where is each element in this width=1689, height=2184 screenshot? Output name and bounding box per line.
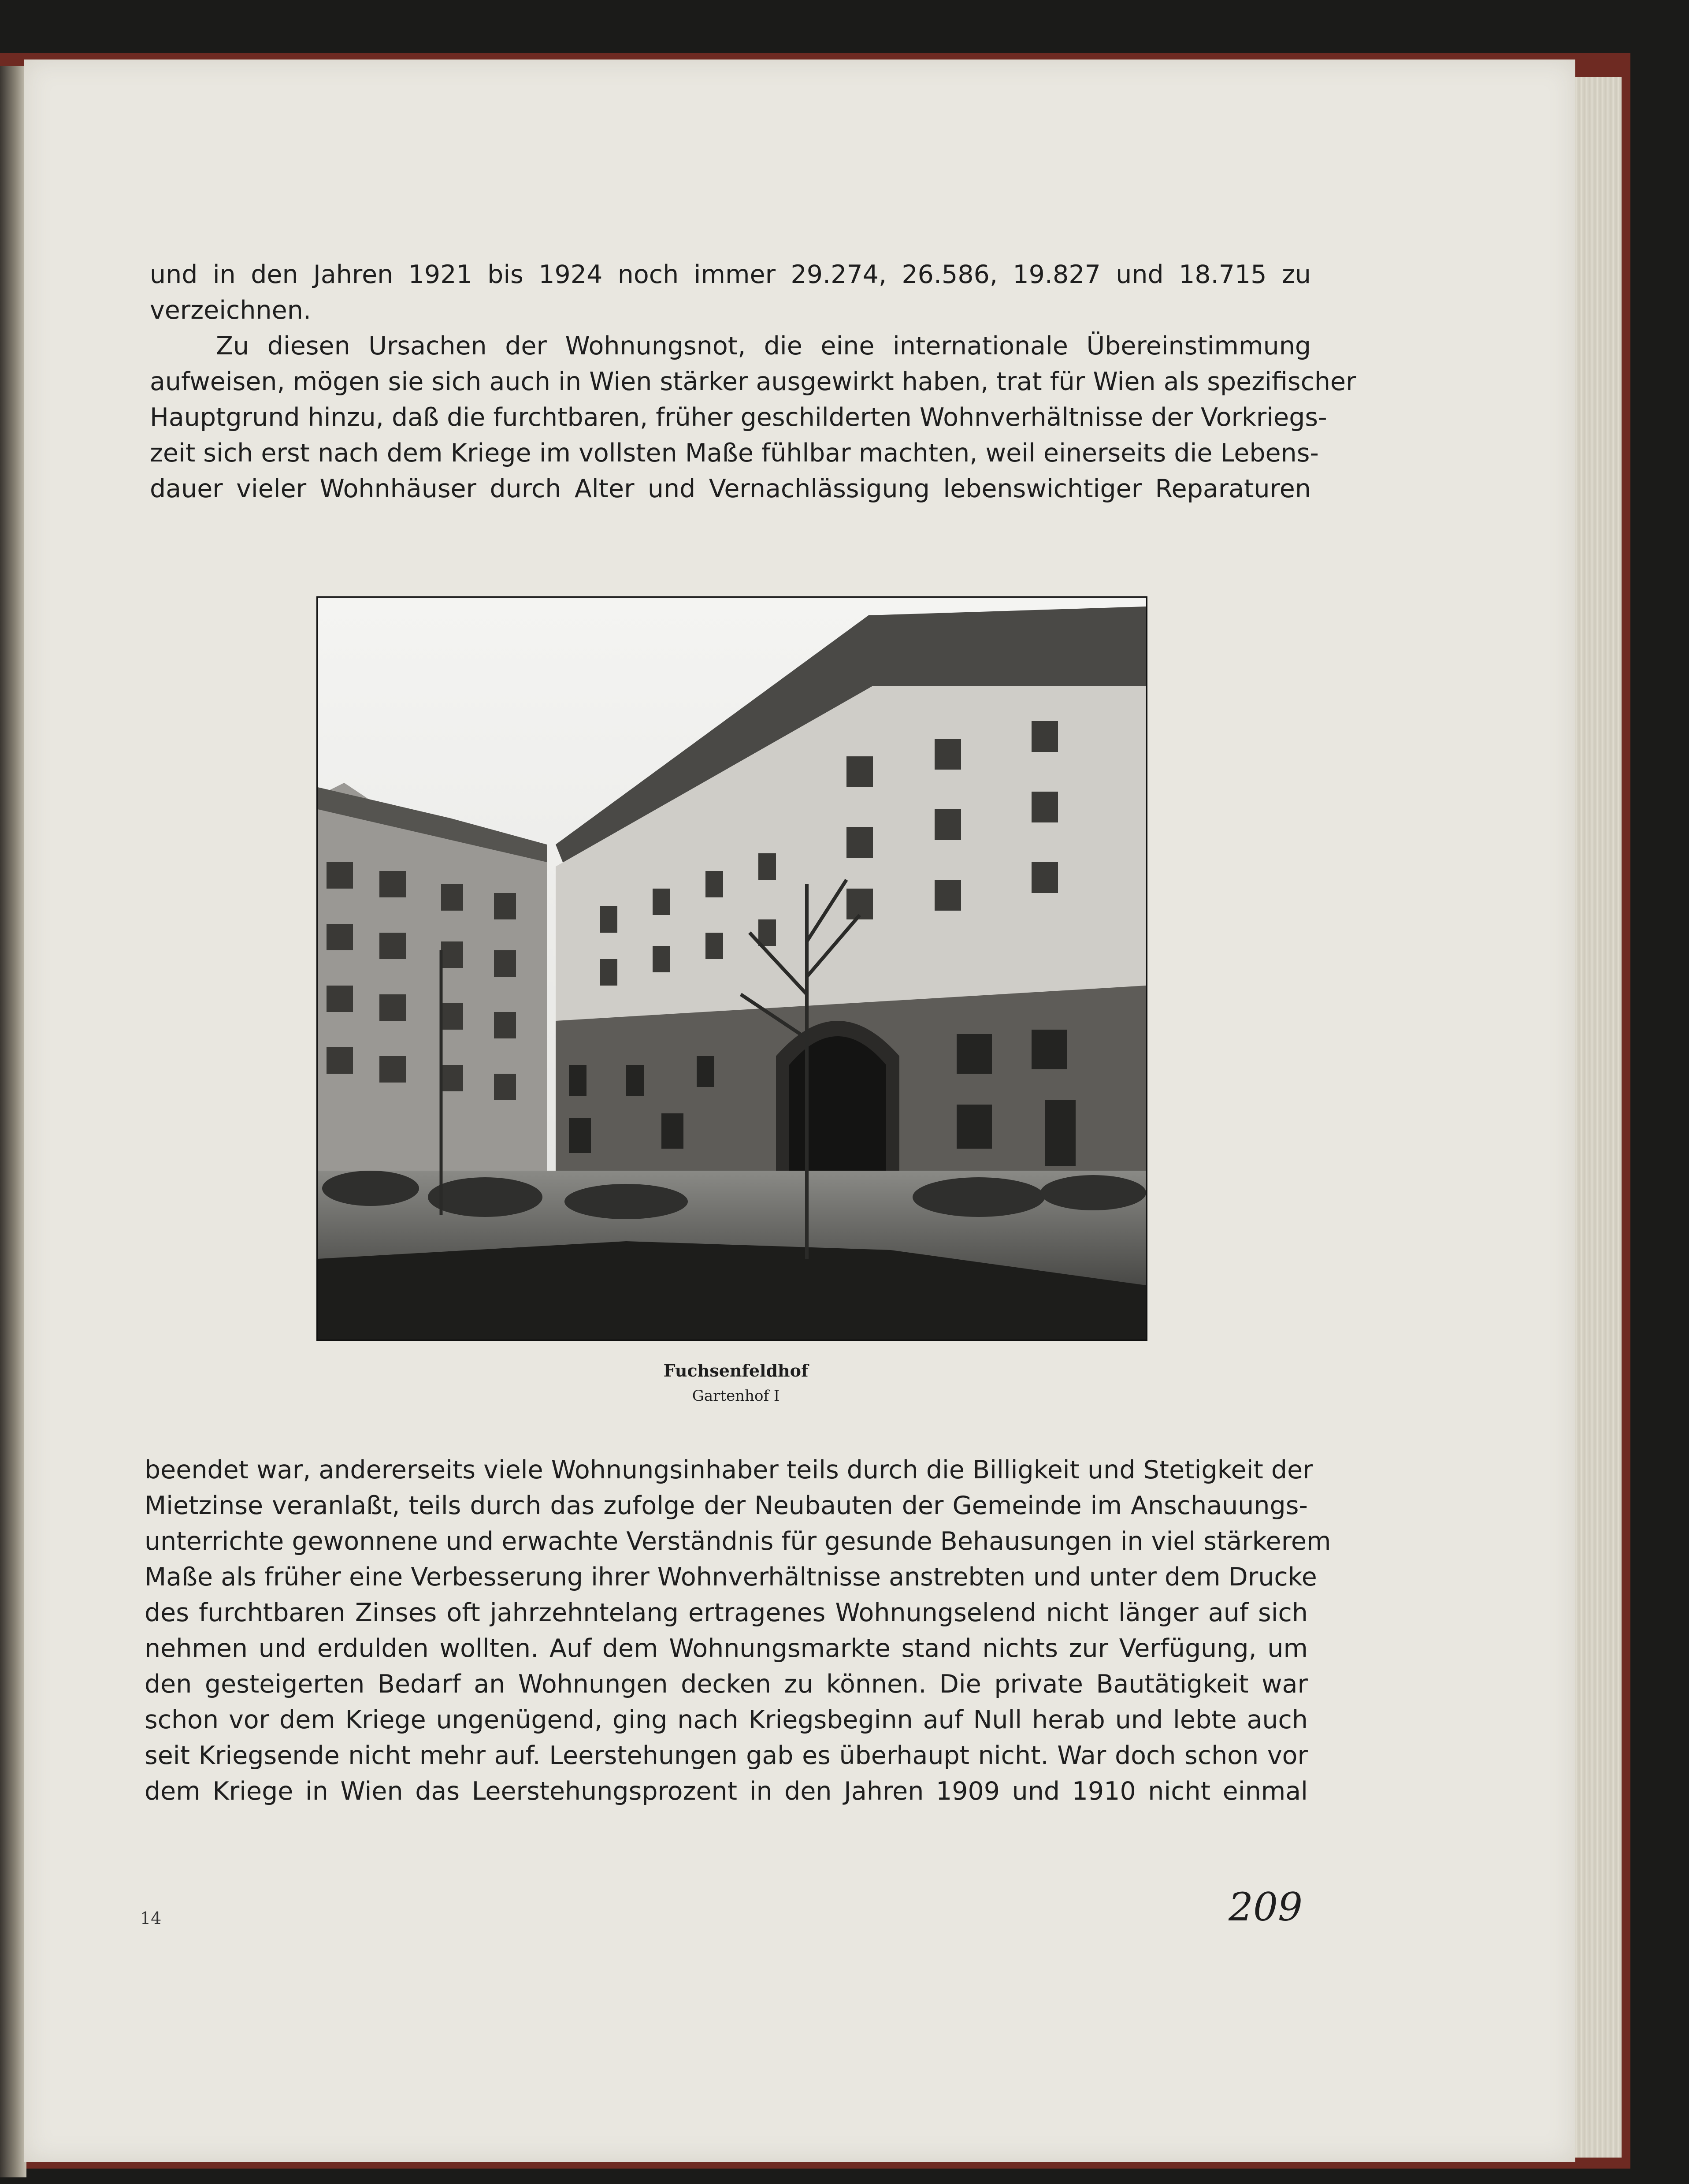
signature-mark: 14 — [140, 1909, 162, 1928]
text-line: schon vor dem Kriege ungenügend, ging nach Kriegsbeginn auf Null herab und lebte auch — [145, 1705, 1308, 1734]
figure-caption-title: Fuchsenfeldhof — [663, 1361, 809, 1380]
paragraph-2 — [150, 328, 1356, 507]
text-line: beendet war, andererseits viele Wohnungsinhaber teils durch die Billigkeit und Stetigkeit der — [145, 1455, 1313, 1485]
text-line: den gesteigerten Bedarf an Wohnungen decken zu können. Die private Bautätigkeit war — [145, 1670, 1308, 1699]
paragraph-1 — [150, 257, 1311, 328]
text-line: Mietzinse veranlaßt, teils durch das zufolge der Neubauten der Gemeinde im Anschauungs- — [145, 1491, 1308, 1520]
photo-illustration — [318, 598, 1146, 1339]
text-line: dauer vieler Wohnhäuser durch Alter und Vernachlässigung lebenswichtiger Reparaturen — [150, 474, 1311, 503]
text-line: Maße als früher eine Verbesserung ihrer Wohnverhältnisse anstrebten und unter dem Drucke — [145, 1563, 1317, 1592]
page-number: 209 — [1229, 1884, 1303, 1930]
text-line: verzeichnen. — [150, 296, 311, 325]
text-line: zeit sich erst nach dem Kriege im vollsten Maße fühlbar machten, weil einerseits die Lebens- — [150, 439, 1319, 468]
text-line: unterrichte gewonnene und erwachte Verständnis für gesunde Behausungen in viel stärkerem — [145, 1527, 1331, 1556]
text-line: dem Kriege in Wien das Leerstehungsprozent in den Jahren 1909 und 1910 nicht einmal — [145, 1777, 1308, 1806]
text-line: Hauptgrund hinzu, daß die furchtbaren, früher geschilderten Wohnverhältnisse der Vorkriegs- — [150, 403, 1327, 432]
text-line: Zu diesen Ursachen der Wohnungsnot, die eine internationale Übereinstimmung — [216, 331, 1311, 361]
text-line: nehmen und erdulden wollten. Auf dem Wohnungsmarkte stand nichts zur Verfügung, um — [145, 1634, 1308, 1663]
text-line: des furchtbaren Zinses oft jahrzehntelang ertragenes Wohnungselend nicht länger auf sich — [145, 1598, 1308, 1627]
text-line: aufweisen, mögen sie sich auch in Wien stärker ausgewirkt haben, trat für Wien als spezifischer — [150, 367, 1356, 396]
figure-caption-subtitle: Gartenhof I — [692, 1387, 780, 1405]
text-line: und in den Jahren 1921 bis 1924 noch immer 29.274, 26.586, 19.827 und 18.715 zu — [150, 260, 1311, 289]
book-gutter — [0, 66, 26, 2177]
text-line: seit Kriegsende nicht mehr auf. Leerstehungen gab es überhaupt nicht. War doch schon vor — [145, 1741, 1308, 1770]
paragraph-3 — [145, 1452, 1331, 1809]
building-photo — [316, 596, 1147, 1341]
